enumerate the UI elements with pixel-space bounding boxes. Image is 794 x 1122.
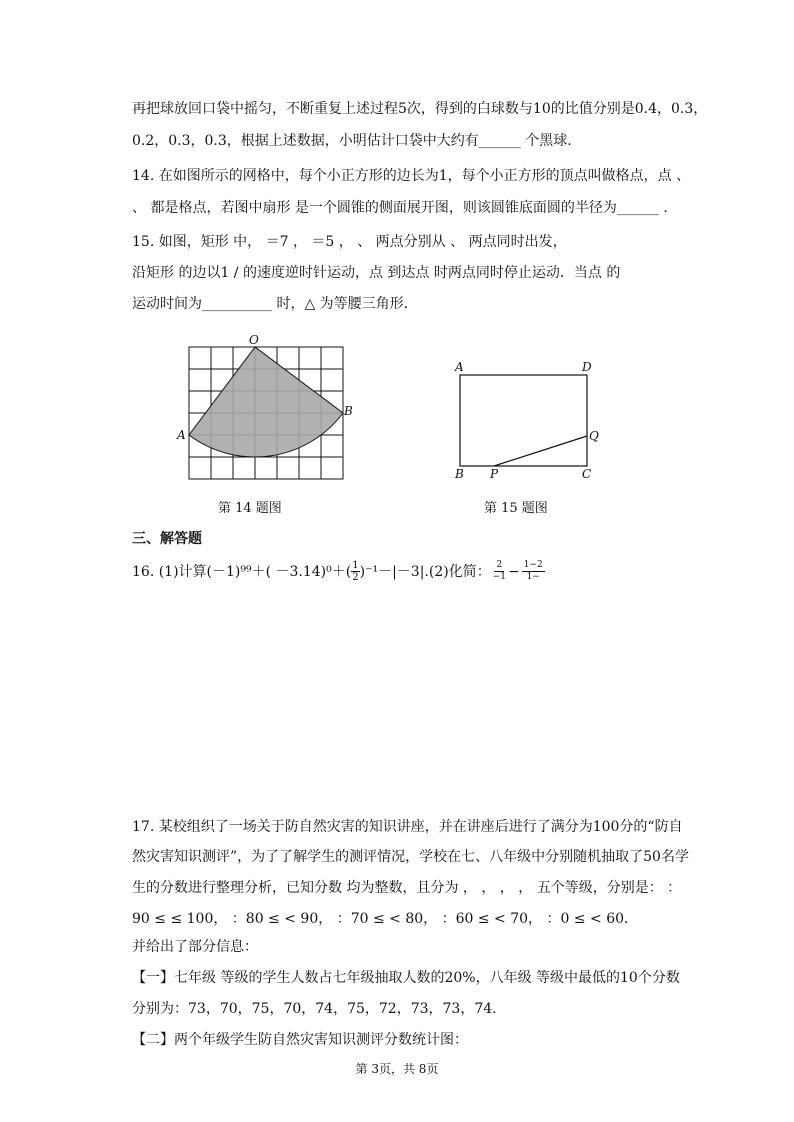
label-q: Q — [589, 429, 599, 443]
q16-line — [132, 560, 545, 583]
q14-line2: 、 都是格点，若图中扇形 是一个圆锥的侧面展开图，则该圆锥底面圆的半径为______ . — [132, 200, 668, 216]
label-a: A — [455, 360, 464, 374]
text-line: 再把球放回口袋中摇匀，不断重复上述过程5次，得到的白球数与10的比值分别是0.4，0.3， — [132, 101, 708, 117]
label-c: C — [582, 467, 592, 481]
fig15-caption: 第 15 题图 — [484, 501, 548, 516]
q15-line3: 运动时间为__________ 时，△ 为等腰三角形. — [132, 296, 409, 312]
page-footer: 第 3页，共 8页 — [355, 1062, 439, 1076]
fraction-1: 2 −1 — [492, 560, 506, 582]
fraction-2: $\frac{1-2}{1-}$ — [523, 560, 543, 582]
figure-15 — [445, 355, 610, 485]
label-b: B — [455, 467, 464, 481]
q14-line1: 14. 在如图所示的网格中，每个小正方形的边长为1，每个小正方形的顶点叫做格点，点 、 — [132, 168, 691, 184]
minus-sign: − — [507, 563, 520, 580]
q17-line: 90 ≤ ≤ 100， ：80 ≤ < 90， ：70 ≤ < 80， ：60 ≤ < 70， ：0 ≤ < 60． — [132, 911, 639, 927]
text-line: 0.2，0.3，0.3，根据上述数据，小明估计口袋中大约有______ 个黑球. — [132, 133, 572, 149]
label-b: B — [344, 404, 353, 418]
q16-part2: )⁻¹－|－3|.(2)化简： — [359, 563, 491, 580]
q17-line: 【二】两个年级学生防自然灾害知识测评分数统计图： — [132, 1032, 468, 1048]
segment-pq — [494, 436, 587, 466]
label-a: A — [177, 428, 186, 442]
q15-line1: 15. 如图，矩形 中， ＝7 ， ＝5 ， 、 两点分别从 、 两点同时出发， — [132, 234, 567, 250]
q15-line2: 沿矩形 的边以1 / 的速度逆时针运动，点 到达点 时两点同时停止运动．当点 的 — [132, 265, 621, 281]
label-p: P — [490, 467, 499, 481]
q17-line: 17. 某校组织了一场关于防自然灾害的知识讲座，并在讲座后进行了满分为100分的“防自 — [132, 819, 683, 835]
q16-part1: 16. (1)计算(－1)⁹⁹＋( －3.14)⁰＋( — [132, 563, 352, 580]
rectangle-abcd — [460, 375, 587, 466]
figure-14 — [170, 330, 370, 490]
label-d: D — [582, 360, 592, 374]
sector-shape — [189, 347, 343, 457]
label-o: O — [249, 333, 259, 347]
q17-line: 然灾害知识测评”，为了了解学生的测评情况，学校在七、八年级中分别随机抽取了50名学 — [132, 849, 689, 865]
fig14-caption: 第 14 题图 — [218, 501, 282, 516]
section-heading: 三、解答题 — [132, 531, 202, 547]
q17-line: 分别为：73，70，75，70，74，75，72，73，73，74． — [132, 1001, 507, 1017]
q17-line: 并给出了部分信息： — [132, 939, 258, 955]
q17-line: 【一】七年级 等级的学生人数占七年级抽取人数的20%，八年级 等级中最低的10个分数 — [132, 970, 680, 986]
fraction-half: 1 2 — [352, 560, 359, 583]
q17-line: 生的分数进行整理分析，已知分数 均为整数，且分为 ， ， ， ， 五个等级，分别是： ： — [132, 880, 682, 896]
